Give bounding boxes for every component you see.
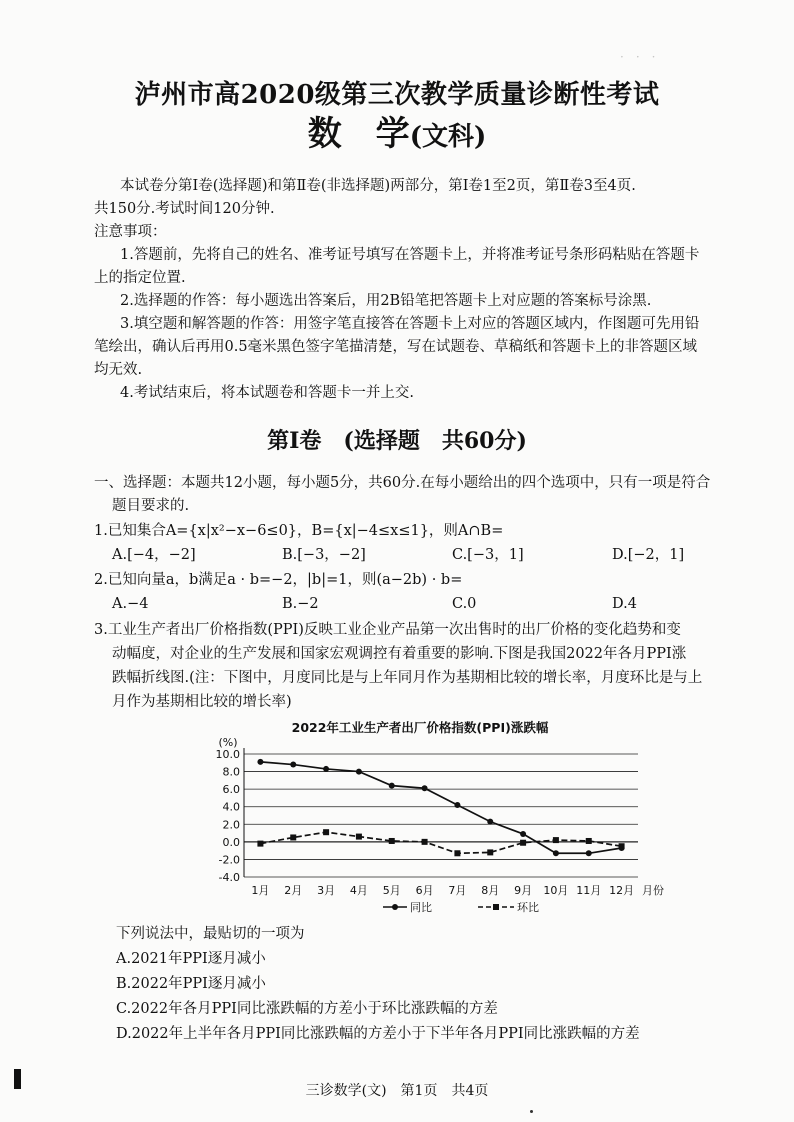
x-tick-label: 4月: [349, 884, 368, 897]
x-tick-label: 5月: [382, 884, 401, 897]
x-tick-label: 7月: [448, 884, 467, 897]
q2-option-c: C.0: [452, 596, 477, 612]
point-huanbi: [553, 837, 559, 843]
point-tongbi: [422, 785, 428, 791]
exam-title: 泸州市高2020级第三次教学质量诊断性考试: [134, 80, 660, 110]
point-huanbi: [422, 839, 428, 845]
y-tick-label: 4.0: [222, 800, 240, 814]
point-tongbi: [257, 759, 263, 765]
point-tongbi: [290, 762, 296, 768]
q2-option-d: D.4: [612, 596, 637, 612]
notice-2: 2.选择题的作答：每小题选出答案后，用2B铅笔把答题卡上对应题的答案标号涂黑.: [120, 293, 652, 309]
scan-dot: [530, 1110, 533, 1113]
point-tongbi: [586, 850, 592, 856]
y-tick-label: 2.0: [222, 818, 240, 832]
x-tick-label: 8月: [481, 884, 500, 897]
page-footer: 三诊数学(文) 第1页 共4页: [305, 1083, 489, 1099]
notice-3b: 笔绘出，确认后再用0.5毫米黑色签字笔描清楚，写在试题卷、草稿纸和答题卡上的非答题区域: [94, 339, 698, 355]
chart-title: 2022年工业生产者出厂价格指数(PPI)涨跌幅: [291, 720, 549, 735]
subject-name: 数 学: [307, 114, 410, 154]
q3-option-c: C.2022年各月PPI同比涨跌幅的方差小于环比涨跌幅的方差: [116, 1001, 498, 1017]
notice-4: 4.考试结束后，将本试题卷和答题卡一并上交.: [120, 385, 414, 401]
notice-1b: 上的指定位置.: [94, 270, 186, 286]
point-tongbi: [520, 831, 526, 837]
q2-option-a: A.−4: [112, 596, 149, 612]
legend-huanbi: 环比: [517, 901, 539, 914]
scan-mark: [14, 1069, 21, 1089]
q3-stem-1: 3.工业生产者出厂价格指数(PPI)反映工业企业产品第一次出售时的出厂价格的变化趋势和变: [94, 622, 681, 638]
y-tick-label: 10.0: [215, 748, 240, 761]
legend-tongbi: 同比: [410, 901, 432, 914]
q1-option-c: C.[−3，1]: [452, 547, 524, 563]
chart-y-label: (%): [218, 736, 238, 749]
q1-stem: 1.已知集合A={x|x²−x−6≤0}，B={x|−4≤x≤1}，则A∩B=: [94, 523, 504, 539]
x-tick-label: 1月: [251, 884, 270, 897]
x-tick-label: 2月: [284, 884, 303, 897]
point-huanbi: [454, 850, 460, 856]
point-tongbi: [356, 769, 362, 775]
intro-line-2: 共150分.考试时间120分钟.: [94, 201, 275, 217]
x-tick-label: 12月: [609, 884, 635, 897]
q1-option-d: D.[−2，1]: [612, 547, 685, 563]
point-huanbi: [389, 838, 395, 844]
part1-instruction-a: 一、选择题：本题共12小题，每小题5分，共60分.在每小题给出的四个选项中，只有一项是符合: [94, 475, 711, 491]
chart-x-label: 月份: [642, 884, 664, 897]
q3-ask: 下列说法中，最贴切的一项为: [116, 926, 305, 942]
series-huanbi-line: [260, 832, 621, 853]
x-tick-label: 11月: [576, 884, 602, 897]
point-huanbi: [290, 834, 296, 840]
y-tick-label: 8.0: [222, 765, 240, 779]
part1-instruction-b: 题目要求的.: [112, 498, 190, 514]
point-huanbi: [487, 849, 493, 855]
q3-option-b: B.2022年PPI逐月减小: [116, 976, 266, 992]
chart-legend: [383, 900, 539, 914]
ppi-line-chart: [200, 714, 680, 914]
y-tick-label: -2.0: [218, 853, 240, 867]
series-tongbi-line: [260, 762, 621, 853]
notice-3c: 均无效.: [94, 362, 143, 378]
q3-option-a: A.2021年PPI逐月减小: [116, 951, 266, 967]
intro-line-1: 本试卷分第Ⅰ卷(选择题)和第Ⅱ卷(非选择题)两部分，第Ⅰ卷1至2页，第Ⅱ卷3至4页.: [120, 178, 636, 194]
point-tongbi: [389, 783, 395, 789]
x-tick-label: 9月: [514, 884, 533, 897]
section-title: 第Ⅰ卷 (选择题 共60分): [267, 428, 527, 454]
q1-option-a: A.[−4，−2]: [112, 547, 196, 563]
point-huanbi: [323, 829, 329, 835]
point-huanbi: [257, 841, 263, 847]
bleed-through-noise: · · ·: [620, 50, 656, 64]
y-tick-label: 6.0: [222, 783, 240, 797]
notice-title: 注意事项：: [94, 224, 167, 240]
point-tongbi: [323, 766, 329, 772]
y-tick-label: -4.0: [218, 871, 240, 884]
q3-option-d: D.2022年上半年各月PPI同比涨跌幅的方差小于下半年各月PPI同比涨跌幅的方差: [116, 1026, 640, 1042]
q1-option-b: B.[−3，−2]: [282, 547, 366, 563]
point-huanbi: [520, 840, 526, 846]
q2-stem: 2.已知向量a，b满足a · b=−2，|b|=1，则(a−2b) · b=: [94, 572, 463, 588]
q3-stem-3: 跌幅折线图.(注：下图中，月度同比是与上年同月作为基期相比较的增长率，月度环比是与上: [112, 670, 703, 686]
point-huanbi: [586, 838, 592, 844]
point-tongbi: [553, 850, 559, 856]
y-tick-label: 0.0: [222, 835, 240, 849]
notice-3a: 3.填空题和解答题的作答：用签字笔直接答在答题卡上对应的答题区域内，作图题可先用铅: [120, 316, 700, 332]
x-tick-label: 6月: [415, 884, 434, 897]
x-tick-label: 3月: [317, 884, 336, 897]
notice-1a: 1.答题前，先将自己的姓名、准考证号填写在答题卡上，并将准考证号条形码粘贴在答题卡: [120, 247, 700, 263]
point-tongbi: [487, 819, 493, 825]
q3-stem-2: 动幅度，对企业的生产发展和国家宏观调控有着重要的影响.下图是我国2022年各月PPI涨: [112, 646, 687, 662]
q3-stem-4: 月作为基期相比较的增长率): [112, 694, 292, 710]
x-tick-label: 10月: [543, 884, 569, 897]
subject-note: (文科): [409, 122, 487, 152]
point-huanbi: [356, 834, 362, 840]
point-tongbi: [454, 802, 460, 808]
subject-title: [0, 106, 794, 155]
point-huanbi: [619, 843, 625, 849]
q2-option-b: B.−2: [282, 596, 319, 612]
